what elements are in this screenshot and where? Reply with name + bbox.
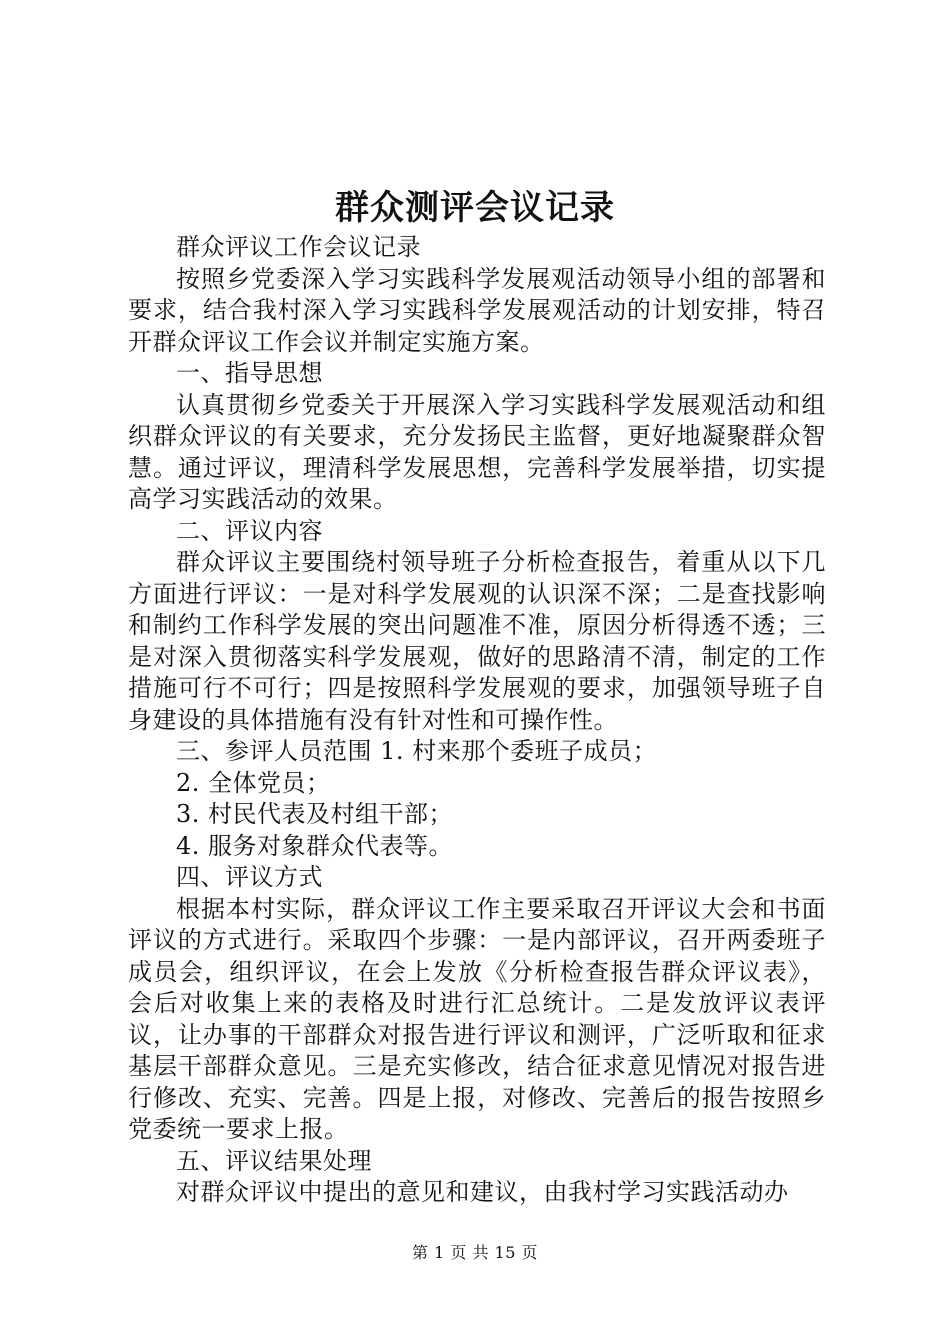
paragraph-intro: 按照乡党委深入学习实践科学发展观活动领导小组的部署和要求，结合我村深入学习实践科学发展观活动的计划安排，特召开群众评议工作会议并制定实施方案。 bbox=[128, 264, 826, 356]
paragraph-evaluation-method: 根据本村实际，群众评议工作主要采取召开评议大会和书面评议的方式进行。采取四个步骤：一是内部评议，召开两委班子成员会，组织评议，在会上发放《分析检查报告群众评议表》，会后对收集上来的表格及时进行汇总统计。二是发放评议表评议，让办事的干部群众对报告进行评议和测评，广泛听取和征求基层干部群众意见。三是充实修改，结合征求意见情况对报告进行修改、充实、完善。四是上报，对修改、完善后的报告按照乡党委统一要求上报。 bbox=[128, 894, 826, 1143]
document-title: 群众测评会议记录 bbox=[335, 188, 615, 228]
list-item-service-representatives: 4. 服务对象群众代表等。 bbox=[176, 831, 454, 860]
paragraph-subtitle: 群众评议工作会议记录 bbox=[176, 233, 421, 261]
section-heading-evaluation-content: 二、评议内容 bbox=[176, 516, 323, 545]
paragraph-guiding-thought: 认真贯彻乡党委关于开展深入学习实践科学发展观活动和组织群众评议的有关要求，充分发扬民主监督，更好地凝聚群众智慧。通过评议，理清科学发展思想，完善科学发展举措，切实提高学习实践活动的效果。 bbox=[128, 390, 826, 513]
section-heading-guiding-thought: 一、指导思想 bbox=[176, 359, 323, 387]
list-item-village-representatives: 3. 村民代表及村组干部； bbox=[176, 800, 454, 828]
paragraph-result-handling: 对群众评议中提出的意见和建议，由我村学习实践活动办 bbox=[176, 1178, 789, 1206]
section-heading-participants: 三、参评人员范围 1. 村来那个委班子成员； bbox=[176, 737, 658, 765]
list-item-party-members: 2. 全体党员； bbox=[176, 768, 331, 797]
paragraph-evaluation-content: 群众评议主要围绕村领导班子分析检查报告，着重从以下几方面进行评议：一是对科学发展观的认识深不深；二是查找影响和制约工作科学发展的突出问题准不准，原因分析得透不透；三是对深入贯彻落实科学发展观，做好的思路清不清，制定的工作措施可行不可行；四是按照科学发展观的要求，加强领导班子自身建设的具体措施有没有针对性和可操作性。 bbox=[128, 548, 826, 734]
section-heading-result-handling: 五、评议结果处理 bbox=[176, 1146, 372, 1175]
section-heading-evaluation-method: 四、评议方式 bbox=[176, 863, 323, 891]
page-footer: 第 1 页 共 15 页 bbox=[412, 1243, 538, 1262]
document-body bbox=[128, 232, 826, 1209]
